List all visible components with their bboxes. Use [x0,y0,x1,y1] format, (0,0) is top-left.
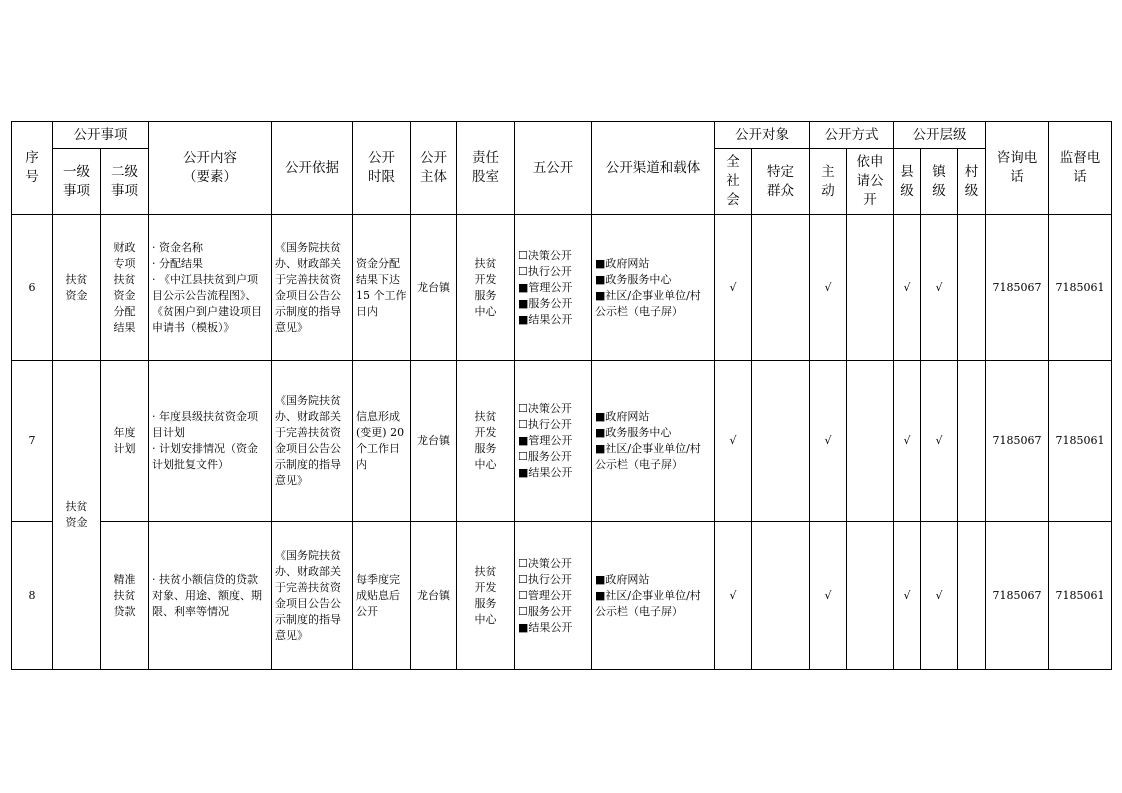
row-seq: 7 [12,361,53,522]
header-level1: 一级 事项 [53,149,101,215]
row-basis: 《国务院扶贫办、财政部关于完善扶贫资金项目公告公示制度的指导意见》 [272,522,353,670]
header-supervise-phone: 监督电 话 [1049,122,1112,215]
row-level-village [958,522,986,670]
channel-item: ■政府网站 [595,256,650,270]
row-channels [592,522,715,670]
row-method-active: √ [810,361,847,522]
row-consult-phone: 7185067 [986,361,1049,522]
header-target-group: 公开对象 [715,122,810,149]
row-level-village [958,361,986,522]
row-method-active: √ [810,215,847,361]
header-method-group: 公开方式 [810,122,894,149]
channel-item: ■政府网站 [595,572,650,586]
channel-item: ■政务服务中心 [595,272,672,286]
header-level2: 二级 事项 [101,149,149,215]
header-level-town: 镇 级 [921,149,958,215]
table-row [12,361,1112,522]
row-target-all: √ [715,361,752,522]
header-level-village: 村 级 [958,149,986,215]
five-item: ☐服务公开 [518,450,572,463]
five-item: ■管理公开 [518,434,573,447]
row-method-apply [847,361,894,522]
row-content [149,522,272,670]
row-seq: 8 [12,522,53,670]
header-row-1 [12,122,1112,149]
content-line: · 《中江县扶贫到户项目公示公告流程图》、《贫困户到户建设项目申请书（模板）》 [152,272,262,334]
row-level-county: √ [894,215,921,361]
header-five: 五公开 [515,122,592,215]
five-item: ☐决策公开 [518,402,572,415]
row-channels [592,215,715,361]
row-level-town: √ [921,215,958,361]
row-office: 扶贫 开发 服务 中心 [457,522,515,670]
row-time-limit: 每季度完成贴息后公开 [353,522,411,670]
header-time-limit: 公开 时限 [353,122,411,215]
five-item: ■结果公开 [518,466,573,479]
row-subject: 龙台镇 [411,361,457,522]
row-level1-merged: 扶贫 资金 [53,361,101,670]
row-level1: 扶贫 资金 [53,215,101,361]
row-target-all: √ [715,215,752,361]
row-five [515,522,592,670]
row-content [149,215,272,361]
table-row [12,215,1112,361]
five-item: ■结果公开 [518,620,573,634]
row-subject: 龙台镇 [411,522,457,670]
header-items-group: 公开事项 [53,122,149,149]
row-target-specific [752,361,810,522]
header-content: 公开内容 （要素） [149,122,272,215]
row-channels [592,361,715,522]
five-item: ☐决策公开 [518,248,572,262]
header-basis: 公开依据 [272,122,353,215]
five-item: ☐决策公开 [518,556,572,570]
header-consult-phone: 咨询电 话 [986,122,1049,215]
row-subject: 龙台镇 [411,215,457,361]
content-line: · 分配结果 [152,256,203,270]
channel-item: ■社区/企事业单位/村公示栏（电子屏） [595,288,701,318]
channel-item: ■政府网站 [595,410,650,423]
row-target-specific [752,215,810,361]
five-item: ☐执行公开 [518,418,572,431]
header-level-county: 县 级 [894,149,921,215]
row-target-specific [752,522,810,670]
row-consult-phone: 7185067 [986,522,1049,670]
disclosure-table [11,121,1112,670]
content-line: · 资金名称 [152,240,203,254]
row-level-town: √ [921,522,958,670]
five-item: ■结果公开 [518,312,573,326]
header-office: 责任 股室 [457,122,515,215]
row-level2: 年度 计划 [101,361,149,522]
header-seq: 序 号 [12,122,53,215]
content-line: · 扶贫小额信贷的贷款对象、用途、额度、期限、利率等情况 [152,572,262,618]
content-line: · 计划安排情况（资金计划批复文件） [152,442,258,471]
row-supervise-phone: 7185061 [1049,215,1112,361]
row-basis: 《国务院扶贫办、财政部关于完善扶贫资金项目公告公示制度的指导意见》 [272,361,353,522]
five-item: ☐执行公开 [518,572,572,586]
row-consult-phone: 7185067 [986,215,1049,361]
header-subject: 公开 主体 [411,122,457,215]
row-seq: 6 [12,215,53,361]
row-five [515,215,592,361]
header-target-specific: 特定 群众 [752,149,810,215]
row-basis: 《国务院扶贫办、财政部关于完善扶贫资金项目公告公示制度的指导意见》 [272,215,353,361]
table-row [12,522,1112,670]
five-item: ☐执行公开 [518,264,572,278]
row-method-apply [847,522,894,670]
row-time-limit: 信息形成(变更) 20 个工作日内 [353,361,411,522]
row-supervise-phone: 7185061 [1049,361,1112,522]
content-line: · 年度县级扶贫资金项目计划 [152,410,258,439]
row-time-limit: 资金分配结果下达 15 个工作日内 [353,215,411,361]
row-method-active: √ [810,522,847,670]
row-level-town: √ [921,361,958,522]
five-item: ☐管理公开 [518,588,572,602]
row-supervise-phone: 7185061 [1049,522,1112,670]
row-level2: 精准 扶贫 贷款 [101,522,149,670]
channel-item: ■政务服务中心 [595,426,672,439]
row-method-apply [847,215,894,361]
header-method-active: 主 动 [810,149,847,215]
row-level-county: √ [894,361,921,522]
row-five [515,361,592,522]
header-channels: 公开渠道和载体 [592,122,715,215]
five-item: ☐服务公开 [518,604,572,618]
row-office: 扶贫 开发 服务 中心 [457,215,515,361]
row-content [149,361,272,522]
row-level-village [958,215,986,361]
header-level-group: 公开层级 [894,122,986,149]
channel-item: ■社区/企事业单位/村公示栏（电子屏） [595,588,701,618]
header-target-all: 全 社 会 [715,149,752,215]
row-office: 扶贫 开发 服务 中心 [457,361,515,522]
header-method-apply: 依申 请公 开 [847,149,894,215]
row-level2: 财政 专项 扶贫 资金 分配 结果 [101,215,149,361]
channel-item: ■社区/企事业单位/村公示栏（电子屏） [595,442,701,471]
row-level-county: √ [894,522,921,670]
row-target-all: √ [715,522,752,670]
five-item: ■管理公开 [518,280,573,294]
five-item: ■服务公开 [518,296,573,310]
